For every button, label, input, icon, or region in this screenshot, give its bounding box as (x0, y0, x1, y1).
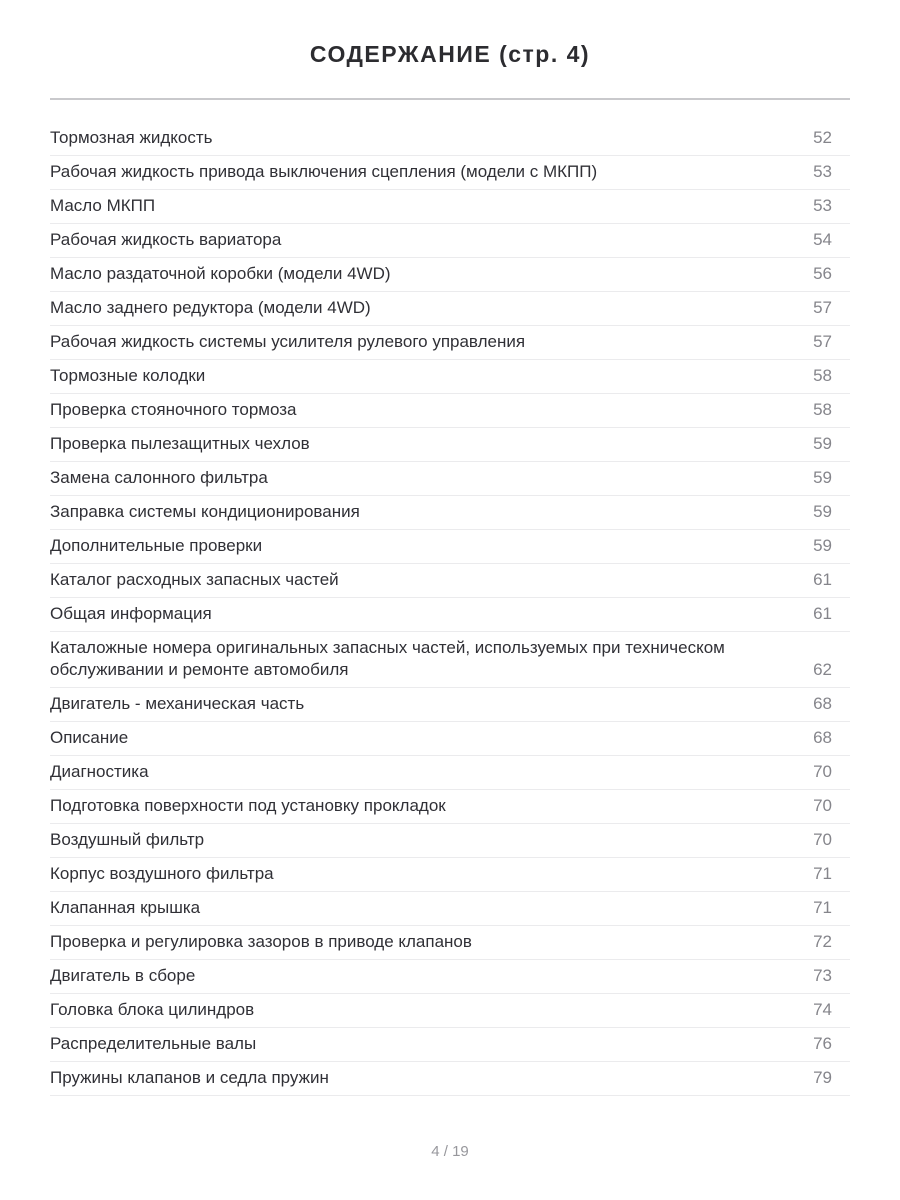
toc-entry-title: Каталожные номера оригинальных запасных частей, используемых при техническом обслуживании и ремонте автомобиля (50, 638, 725, 679)
toc-entry-page: 70 (813, 796, 832, 815)
toc-entry-title: Клапанная крышка (50, 898, 201, 917)
toc-entry-title: Общая информация (50, 604, 212, 623)
toc-entry[interactable] (50, 394, 850, 428)
toc-entry[interactable] (50, 722, 850, 756)
toc-entry-page: 70 (813, 762, 832, 781)
toc-entry-title: Проверка пылезащитных чехлов (50, 434, 310, 453)
toc-entry[interactable] (50, 530, 850, 564)
toc-entry-page: 61 (813, 604, 832, 623)
toc-entry-title: Распределительные валы (50, 1034, 257, 1053)
toc-entry[interactable] (50, 496, 850, 530)
toc-entry[interactable] (50, 688, 850, 722)
toc-entry-title: Подготовка поверхности под установку прокладок (50, 796, 446, 815)
page-title: СОДЕРЖАНИЕ (стр. 4) (309, 41, 591, 67)
toc-entry[interactable] (50, 258, 850, 292)
toc-entry[interactable] (50, 632, 850, 688)
toc-entry-title: Рабочая жидкость вариатора (50, 230, 282, 249)
toc-entry-page: 76 (813, 1034, 832, 1053)
toc-entry-page: 53 (813, 196, 832, 215)
toc-entry-title: Двигатель в сборе (50, 966, 196, 985)
toc-entry[interactable] (50, 122, 850, 156)
toc-entry[interactable] (50, 790, 850, 824)
toc-entry[interactable] (50, 360, 850, 394)
toc-entry-page: 71 (813, 864, 832, 883)
toc-entry-title: Проверка стояночного тормоза (50, 400, 297, 419)
toc-entry[interactable] (50, 598, 850, 632)
toc-entry[interactable] (50, 292, 850, 326)
toc-entry-page: 58 (813, 400, 832, 419)
toc-list (50, 122, 850, 1096)
toc-entry[interactable] (50, 858, 850, 892)
toc-entry-page: 59 (813, 502, 832, 521)
toc-entry[interactable] (50, 756, 850, 790)
toc-entry-page: 68 (813, 694, 832, 713)
toc-entry-page: 54 (813, 230, 832, 249)
toc-entry-page: 70 (813, 830, 832, 849)
page-number-indicator: 4 / 19 (431, 1143, 469, 1160)
toc-entry-page: 59 (813, 434, 832, 453)
toc-entry-title: Масло заднего редуктора (модели 4WD) (50, 298, 371, 317)
toc-entry-page: 72 (813, 932, 832, 951)
toc-entry-page: 52 (813, 128, 832, 147)
toc-entry-title: Тормозные колодки (50, 366, 206, 385)
toc-entry-page: 58 (813, 366, 832, 385)
toc-entry[interactable] (50, 960, 850, 994)
toc-entry-page: 79 (813, 1068, 832, 1087)
toc-entry-title: Заправка системы кондиционирования (50, 502, 360, 521)
toc-entry-page: 53 (813, 162, 832, 181)
toc-entry[interactable] (50, 892, 850, 926)
toc-entry-title: Каталог расходных запасных частей (50, 570, 339, 589)
toc-entry[interactable] (50, 428, 850, 462)
toc-entry-page: 68 (813, 728, 832, 747)
toc-entry-title: Рабочая жидкость системы усилителя рулевого управления (50, 332, 526, 351)
toc-entry-page: 59 (813, 468, 832, 487)
toc-entry[interactable] (50, 926, 850, 960)
toc-entry-title: Проверка и регулировка зазоров в приводе клапанов (50, 932, 472, 951)
toc-entry-title: Двигатель - механическая часть (50, 694, 305, 713)
toc-entry-page: 73 (813, 966, 832, 985)
toc-entry-title: Замена салонного фильтра (50, 468, 268, 487)
toc-entry[interactable] (50, 994, 850, 1028)
toc-entry-title: Масло раздаточной коробки (модели 4WD) (50, 264, 391, 283)
toc-entry-title: Корпус воздушного фильтра (50, 864, 274, 883)
toc-entry-title: Описание (50, 728, 129, 747)
toc-entry[interactable] (50, 326, 850, 360)
title-divider (50, 98, 850, 100)
toc-entry[interactable] (50, 1062, 850, 1096)
toc-entry-page: 57 (813, 298, 832, 317)
toc-entry[interactable] (50, 564, 850, 598)
toc-entry-title: Воздушный фильтр (50, 830, 205, 849)
toc-entry-title: Дополнительные проверки (50, 536, 263, 555)
toc-entry-title: Рабочая жидкость привода выключения сцепления (модели с МКПП) (50, 162, 598, 181)
toc-entry[interactable] (50, 224, 850, 258)
toc-entry-page: 74 (813, 1000, 832, 1019)
toc-entry-title: Головка блока цилиндров (50, 1000, 255, 1019)
toc-entry[interactable] (50, 190, 850, 224)
toc-entry-title: Тормозная жидкость (50, 128, 213, 147)
toc-entry[interactable] (50, 156, 850, 190)
toc-entry[interactable] (50, 462, 850, 496)
toc-entry-page: 62 (813, 660, 832, 679)
toc-entry-title: Масло МКПП (50, 196, 156, 215)
toc-entry-page: 59 (813, 536, 832, 555)
toc-entry-title: Пружины клапанов и седла пружин (50, 1068, 329, 1087)
toc-entry-page: 56 (813, 264, 832, 283)
toc-entry-page: 61 (813, 570, 832, 589)
toc-entry-page: 57 (813, 332, 832, 351)
toc-entry[interactable] (50, 1028, 850, 1062)
toc-entry-title: Диагностика (50, 762, 149, 781)
toc-entry-page: 71 (813, 898, 832, 917)
toc-entry[interactable] (50, 824, 850, 858)
